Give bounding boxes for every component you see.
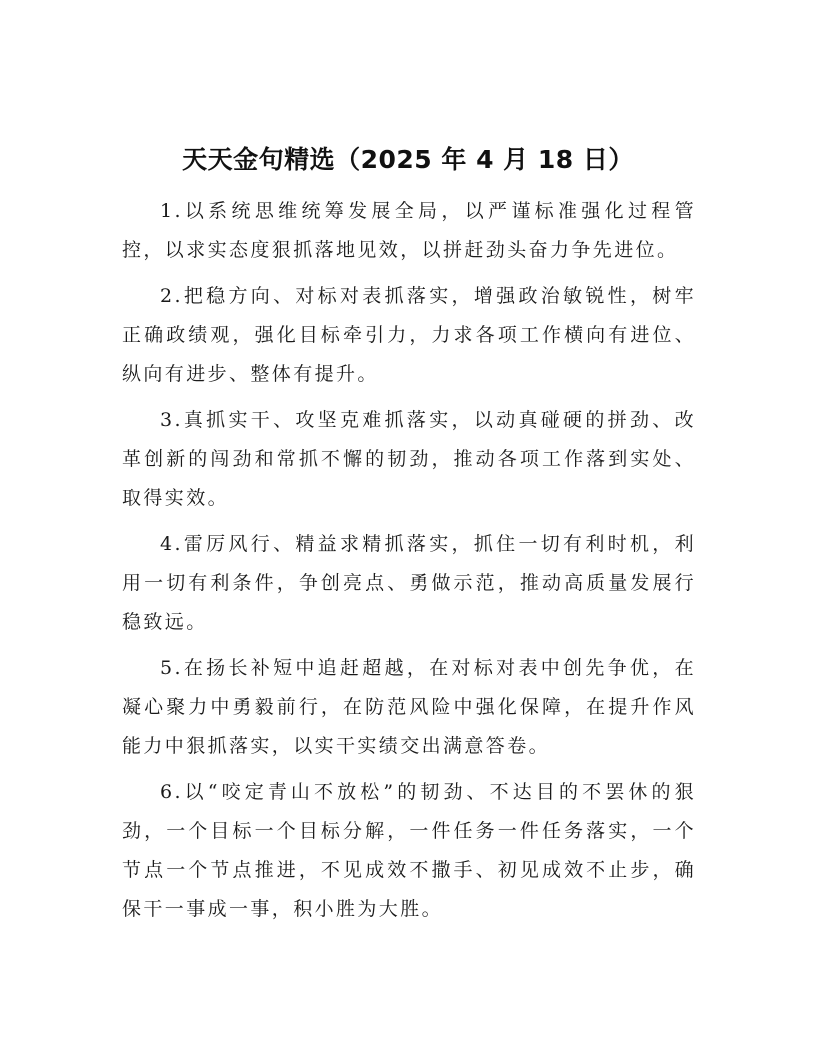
paragraph-5: 5.在扬长补短中追赶超越，在对标对表中创先争优，在凝心聚力中勇毅前行，在防范风险中强化保障，在提升作风能力中狠抓落实，以实干实绩交出满意答卷。 <box>122 657 696 757</box>
paragraph-4: 4.雷厉风行、精益求精抓落实，抓住一切有利时机，利用一切有利条件，争创亮点、勇做示范，推动高质量发展行稳致远。 <box>122 533 696 633</box>
page-title: 天天金句精选（2025 年 4 月 18 日） <box>182 145 634 174</box>
paragraph-1: 1.以系统思维统筹发展全局，以严谨标准强化过程管控，以求实态度狠抓落地见效，以拼赶劲头奋力争先进位。 <box>122 200 696 261</box>
paragraph-6: 6.以“咬定青山不放松”的韧劲、不达目的不罢休的狠劲，一个目标一个目标分解，一件任务一件任务落实，一个节点一个节点推进，不见成效不撒手、初见成效不止步，确保干一事成一事，积小胜为大胜。 <box>122 781 696 920</box>
paragraph-3: 3.真抓实干、攻坚克难抓落实，以动真碰硬的拼劲、改革创新的闯劲和常抓不懈的韧劲，推动各项工作落到实处、取得实效。 <box>122 409 696 509</box>
paragraph-2: 2.把稳方向、对标对表抓落实，增强政治敏锐性，树牢正确政绩观，强化目标牵引力，力求各项工作横向有进位、纵向有进步、整体有提升。 <box>122 285 696 385</box>
document-body <box>122 192 696 936</box>
